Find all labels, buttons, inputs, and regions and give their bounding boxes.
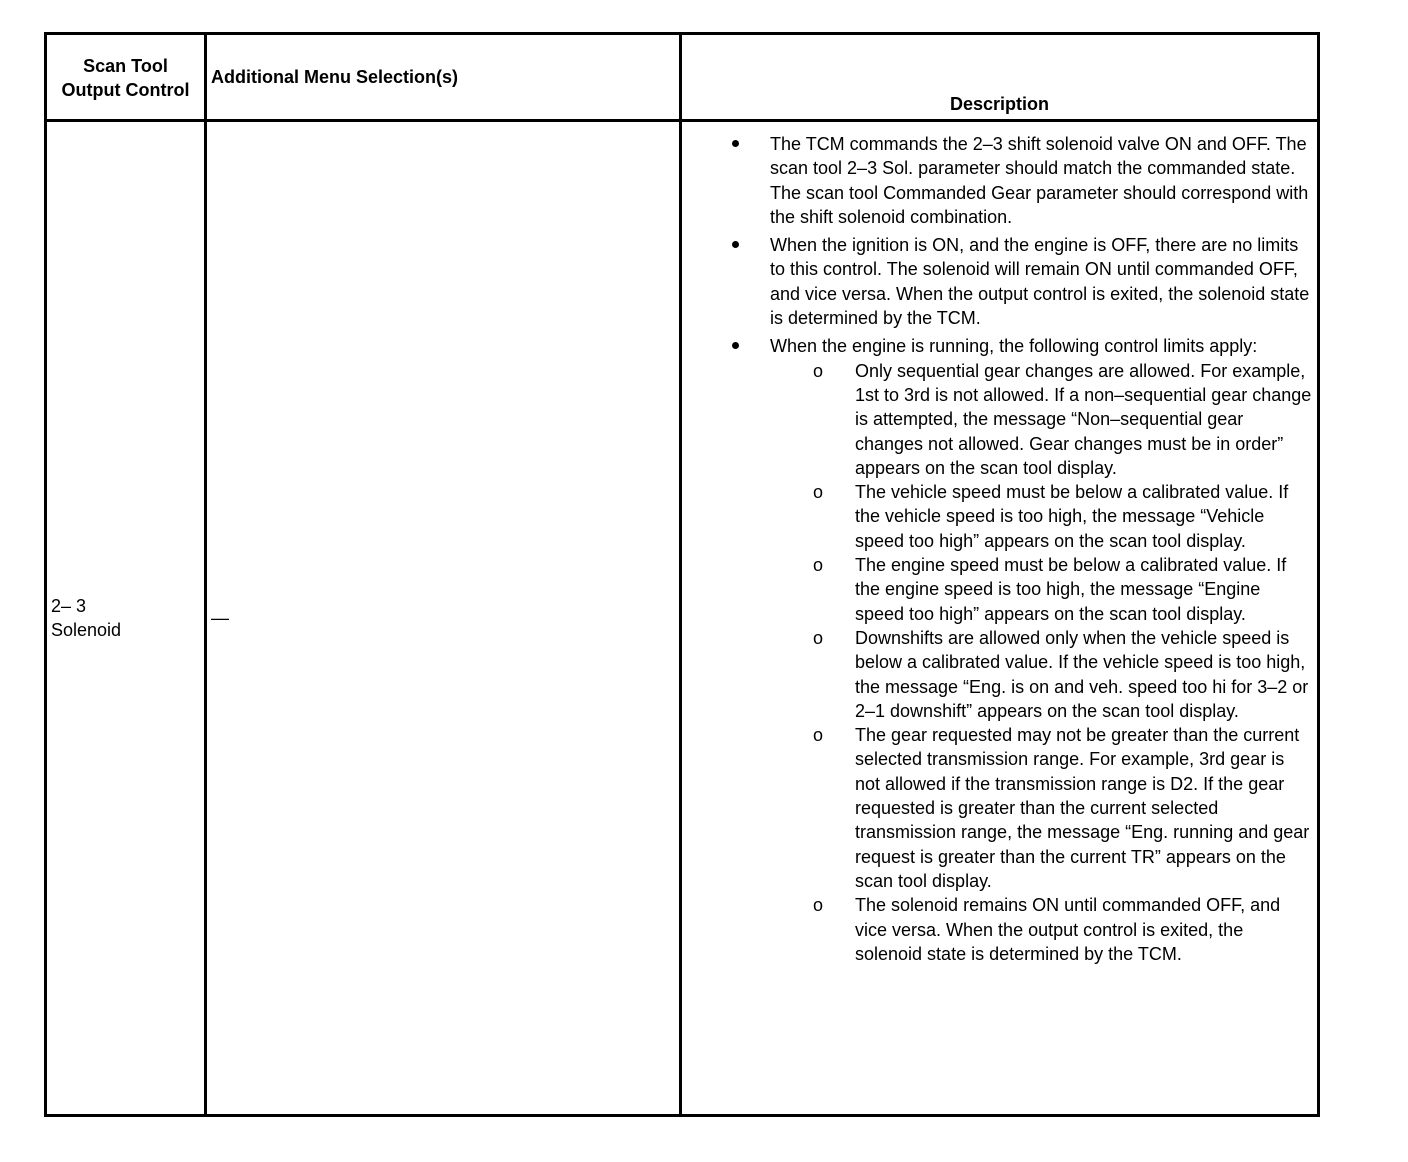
sub-list-item: o The gear requested may not be greater than the current selected transmission range. For example, 3rd gear is not allowed if the transmission range is D2. If the gear requested is greater than the current selected transmission range, the message “Eng. running and gear request is greater than the current TR” appears on the scan tool display. [855,723,1313,893]
list-item [770,334,1313,966]
description-cell [681,121,1319,1116]
sub-list-item: o The engine speed must be below a calibrated value. If the engine speed is too high, the message “Engine speed too high” appears on the scan tool display. [855,553,1313,626]
control-name: 2– 3 Solenoid [51,596,122,640]
header-description: Description [681,34,1319,121]
table-row [46,121,1319,1116]
sub-list-item: o Only sequential gear changes are allowed. For example, 1st to 3rd is not allowed. If a non–sequential gear change is attempted, the message “Non–sequential gear changes not allowed. Gear changes must be in order” appears on the scan tool display. [855,359,1313,480]
list-item: The TCM commands the 2–3 shift solenoid valve ON and OFF. The scan tool 2–3 Sol. parameter should match the commanded state. The scan tool Commanded Gear parameter should correspond with the shift solenoid combination. [770,132,1313,229]
header-additional-menu-selections: Additional Menu Selection(s) [206,34,681,121]
sub-list-item: o The solenoid remains ON until commanded OFF, and vice versa. When the output control is exited, the solenoid state is determined by the TCM. [855,893,1313,966]
control-cell [46,121,206,1116]
menu-cell: — [206,121,681,1116]
header-scan-tool-output-control: Scan Tool Output Control [46,34,206,121]
description-list [682,132,1313,966]
header-row [46,34,1319,121]
sub-list-item: o The vehicle speed must be below a calibrated value. If the vehicle speed is too high, the message “Vehicle speed too high” appears on the scan tool display. [855,480,1313,553]
sub-list-item: o Downshifts are allowed only when the vehicle speed is below a calibrated value. If the vehicle speed is too high, the message “Eng. is on and veh. speed too hi for 3–2 or 2–1 downshift” appears on the scan tool display. [855,626,1313,723]
list-item-text: When the engine is running, the following control limits apply: [770,336,1258,357]
output-control-table [44,32,1320,1117]
list-item: When the ignition is ON, and the engine is OFF, there are no limits to this control. The solenoid will remain ON until commanded OFF, and vice versa. When the output control is exited, the solenoid state is determined by the TCM. [770,233,1313,330]
sub-list [682,359,1313,966]
